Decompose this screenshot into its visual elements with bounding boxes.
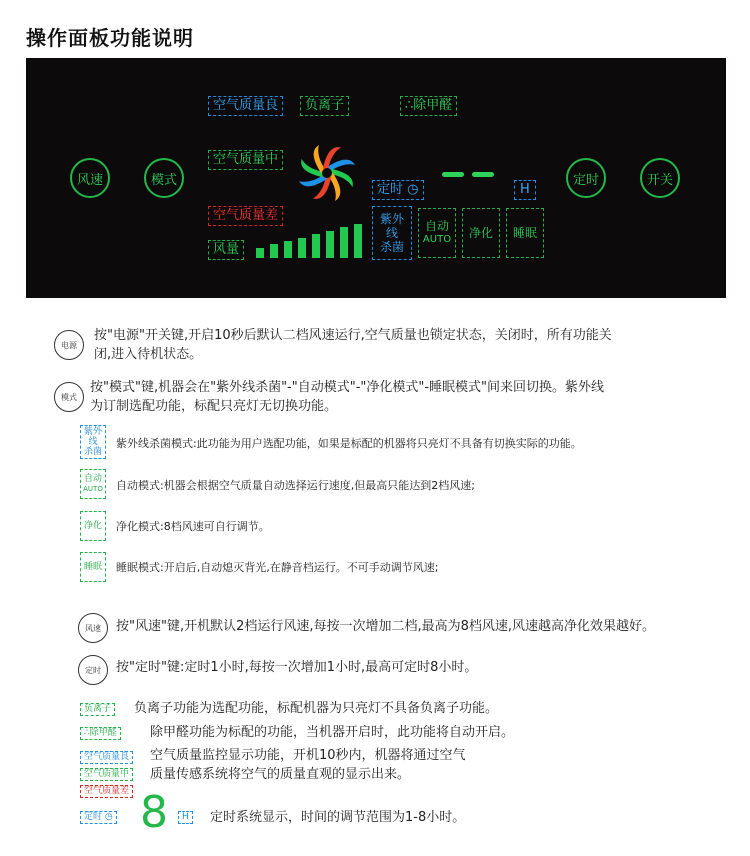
clock-icon: ◷ xyxy=(407,182,419,197)
fan-blade xyxy=(314,145,325,173)
hour-mini-tag: H xyxy=(178,811,193,824)
fan-icon xyxy=(296,142,358,204)
timer-indicator xyxy=(372,180,424,200)
sleep-mini-l1: 睡眠 xyxy=(83,562,102,572)
power-desc-line2: 闭,进入待机状态。 xyxy=(94,347,203,362)
power-button[interactable]: 开关 xyxy=(640,158,680,198)
power-desc-line1: 按"电源"开关键,开启10秒后默认二档风速运行,空气质量也锁定状态，关闭时，所有功能关 xyxy=(94,328,612,343)
wind-level-bar xyxy=(340,227,348,258)
timer-button[interactable]: 定时 xyxy=(566,158,606,198)
mode-desc-line1: 按"模式"键,机器会在"紫外线杀菌"-"自动模式"-"净化模式"-睡眠模式"间来回切换。紫外线 xyxy=(90,380,605,395)
purify-mode-description: 净化模式:8档风速可自行调节。 xyxy=(116,520,270,533)
wind-level-bar xyxy=(312,234,320,258)
timer-description: 按"定时"键:定时1小时,每按一次增加1小时,最高可定时8小时。 xyxy=(116,660,478,675)
timer-mini-label: 定时 xyxy=(84,812,103,822)
fan-blade xyxy=(327,160,355,171)
mode-icon-badge: 模式 xyxy=(54,382,84,412)
wind-level-bar xyxy=(270,244,278,258)
formaldehyde-indicator xyxy=(400,96,457,116)
air-quality-good-indicator: 空气质量良 xyxy=(208,96,283,116)
uv-mini-l2: 线 xyxy=(88,437,98,447)
purify-mode-indicator: 净化 xyxy=(462,208,500,258)
wind-level-bar xyxy=(354,224,362,258)
hour-indicator: H xyxy=(514,180,536,200)
air-mid-mini-tag: 空气质量中 xyxy=(80,768,133,781)
air-quality-bad-indicator: 空气质量差 xyxy=(208,206,283,226)
power-description xyxy=(94,326,724,364)
purify-mode-mini-icon xyxy=(80,511,106,541)
uv-mode-mini-icon xyxy=(80,425,106,459)
auto-mode-description: 自动模式:机器会根据空气质量自动选择运行速度,但最高只能达到2档风速; xyxy=(116,479,475,492)
uv-line2: 线 xyxy=(385,226,398,240)
sleep-mode-description: 睡眠模式:开启后,自动熄灭背光,在静音档运行。不可手动调节风速; xyxy=(116,561,439,574)
uv-mode-indicator xyxy=(372,206,412,260)
wind-level-bars xyxy=(256,224,366,258)
wind-level-bar xyxy=(284,241,292,258)
speed-button[interactable]: 风速 xyxy=(70,158,110,198)
control-panel xyxy=(26,58,726,298)
speed-icon-badge: 风速 xyxy=(78,613,108,643)
tri-dot-icon: ∴ xyxy=(405,98,414,113)
auto-mode-indicator xyxy=(418,208,456,258)
uv-mini-l1: 紫外 xyxy=(83,427,102,437)
air-quality-mid-indicator: 空气质量中 xyxy=(208,150,283,170)
purify-mini-l1: 净化 xyxy=(83,521,102,531)
fan-blade xyxy=(299,175,327,186)
digit-segment-left xyxy=(442,172,464,177)
wind-level-bar xyxy=(256,248,264,258)
formaldehyde-mini-label: 除甲醛 xyxy=(89,728,117,738)
timer-label: 定时 xyxy=(377,182,404,197)
digit-segment-right xyxy=(472,172,494,177)
auto-line1: 自动 xyxy=(424,219,449,233)
wind-volume-indicator: 风量 xyxy=(208,240,244,260)
auto-line2: AUTO xyxy=(422,234,452,245)
uv-mode-description: 紫外线杀菌模式:此功能为用户选配功能，如果是标配的机器将只亮灯不具备有切换实际的功能。 xyxy=(116,437,582,450)
speed-description: 按"风速"键,开机默认2档运行风速,每按一次增加二档,最高为8档风速,风速越高净化效果越好。 xyxy=(116,619,656,634)
formaldehyde-label: 除甲醛 xyxy=(413,98,453,113)
anion-indicator: 负离子 xyxy=(300,96,349,116)
mode-description xyxy=(90,378,730,416)
uv-line1: 紫外 xyxy=(379,212,404,226)
air-good-mini-tag: 空气质量良 xyxy=(80,751,133,764)
fan-blade xyxy=(329,173,340,201)
timer-icon-badge: 定时 xyxy=(78,655,108,685)
wind-level-bar xyxy=(326,231,334,258)
formaldehyde-description: 除甲醛功能为标配的功能，当机器开启时，此功能将自动开启。 xyxy=(150,725,515,740)
mode-desc-line2: 为订制选配功能，标配只亮灯无切换功能。 xyxy=(90,399,338,414)
timer-mini-tag xyxy=(80,811,117,824)
auto-mini-l1: 自动 xyxy=(83,474,102,484)
power-icon-badge: 电源 xyxy=(54,330,84,360)
mode-button[interactable]: 模式 xyxy=(144,158,184,198)
wind-level-bar xyxy=(298,238,306,258)
sleep-mode-indicator: 睡眠 xyxy=(506,208,544,258)
page-title: 操作面板功能说明 xyxy=(26,26,194,50)
anion-mini-tag: 负离子 xyxy=(80,703,115,716)
clock-mini-icon: ◷ xyxy=(104,812,113,822)
timer-digit-display: 8 xyxy=(140,787,168,838)
uv-line3: 杀菌 xyxy=(379,240,404,254)
uv-mini-l3: 杀菌 xyxy=(83,447,102,457)
tri-dot-mini-icon: ∴ xyxy=(84,728,90,738)
air-bad-mini-tag: 空气质量差 xyxy=(80,785,133,798)
auto-mode-mini-icon xyxy=(80,469,106,499)
timer-display-description: 定时系统显示，时间的调节范围为1-8小时。 xyxy=(210,810,466,825)
auto-mini-l2: AUTO xyxy=(83,485,103,493)
air-desc-line2: 质量传感系统将空气的质量直观的显示出来。 xyxy=(150,767,411,782)
air-desc-line1: 空气质量监控显示功能，开机10秒内，机器将通过空气 xyxy=(150,748,466,763)
anion-description: 负离子功能为选配功能，标配机器为只亮灯不具备负离子功能。 xyxy=(134,701,499,716)
air-quality-description xyxy=(150,746,466,784)
formaldehyde-mini-tag xyxy=(80,727,121,740)
sleep-mode-mini-icon xyxy=(80,552,106,582)
